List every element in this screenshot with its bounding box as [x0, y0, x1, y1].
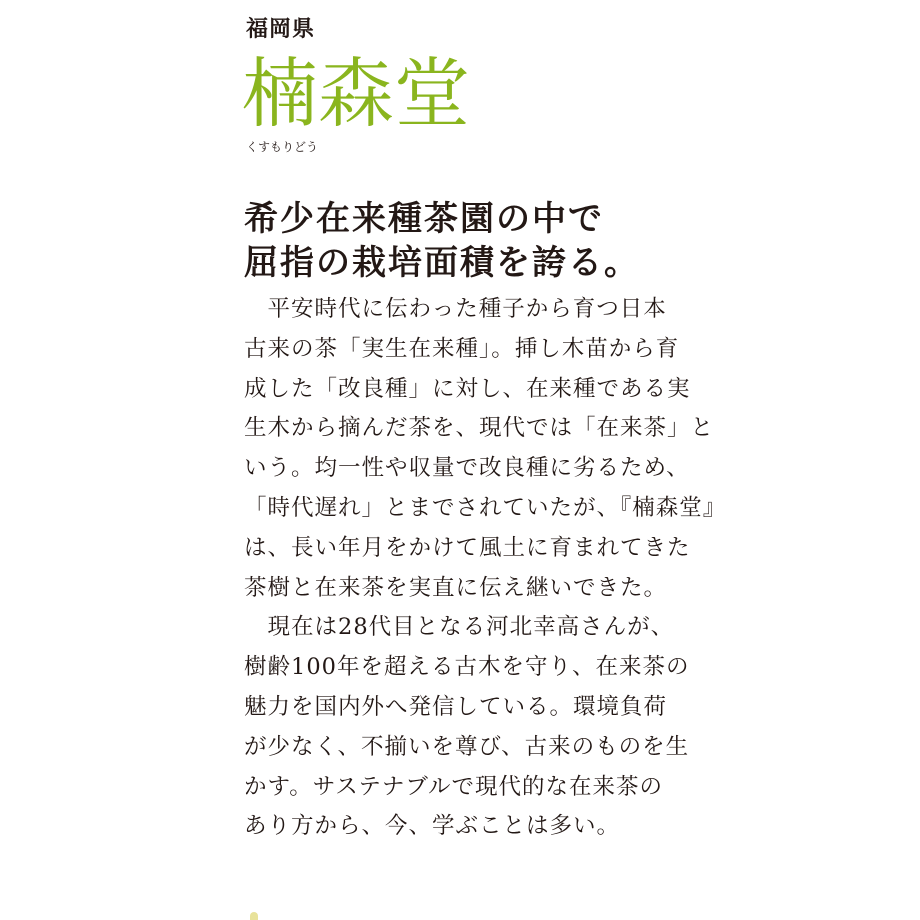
- brand-name-reading: くすもりどう: [246, 140, 319, 154]
- brand-name-heading: 楠森堂: [242, 49, 470, 138]
- body-line: 成した「改良種」に対し、在来種である実: [244, 375, 691, 402]
- decorative-mark: [250, 912, 258, 920]
- body-line: 現在は28代目となる河北幸高さんが、: [244, 614, 675, 641]
- body-line: いう。均一性や収量で改良種に劣るため、: [244, 455, 690, 482]
- headline: [244, 197, 640, 285]
- headline-line: 希少在来種茶園の中で: [244, 199, 604, 239]
- body-line: 茶樹と在来茶を実直に伝え継いできた。: [244, 574, 668, 601]
- body-line: 古来の茶「実生在来種」。挿し木苗から育: [244, 335, 680, 362]
- body-line: 「時代遅れ」とまでされていたが、『楠森堂』: [244, 494, 727, 521]
- prefecture-label: 福岡県: [246, 17, 316, 42]
- headline-line: 屈指の栽培面積を誇る。: [244, 243, 640, 283]
- body-line: 樹齢100年を超える古木を守り、在来茶の: [244, 654, 690, 681]
- body-line: かす。サステナブルで現代的な在来茶の: [244, 773, 663, 800]
- body-line: あり方から、今、学ぶことは多い。: [244, 813, 621, 840]
- body-line: 魅力を国内外へ発信している。環境負荷: [244, 693, 668, 720]
- body-line: 平安時代に伝わった種子から育つ日本: [244, 296, 667, 322]
- body-line: が少なく、不揃いを尊び、古来のものを生: [244, 733, 690, 760]
- article-body: [244, 290, 726, 847]
- body-line: 生木から摘んだ茶を、現代では「在来茶」と: [244, 415, 715, 442]
- body-line: は、長い年月をかけて風土に育まれてきた: [244, 534, 691, 561]
